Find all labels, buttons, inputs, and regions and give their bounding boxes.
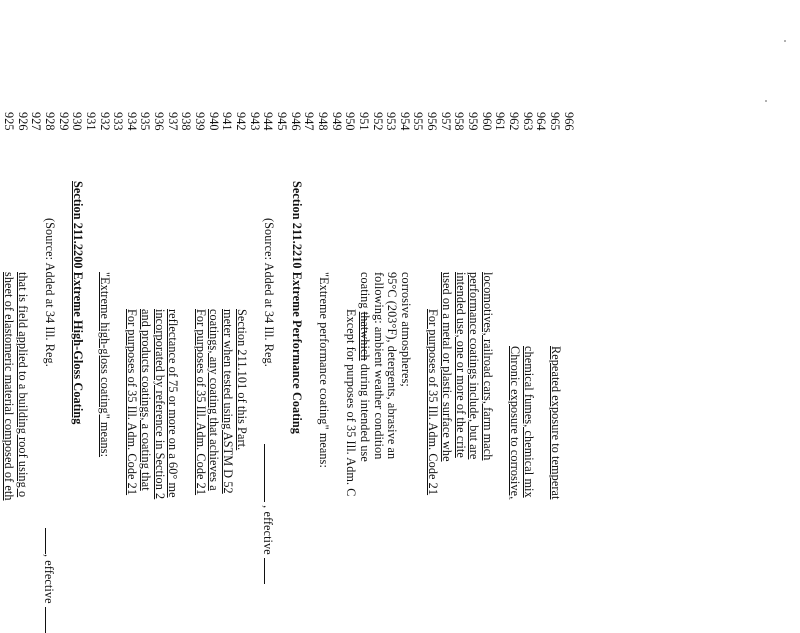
effective-blank bbox=[264, 558, 275, 584]
line-number-text: 955 bbox=[411, 112, 426, 131]
line-number-text: 944 bbox=[261, 112, 276, 131]
line-number-text: 961 bbox=[493, 112, 508, 131]
line-number-text: 936 bbox=[152, 112, 167, 131]
scan-speck bbox=[765, 100, 767, 102]
line-number-text: 950 bbox=[343, 112, 358, 131]
line-number-text: 957 bbox=[438, 112, 453, 131]
line-number-text: 943 bbox=[247, 112, 262, 131]
line-number-text: 934 bbox=[124, 112, 139, 131]
line-number-text: 932 bbox=[97, 112, 112, 131]
line-number-text: 926 bbox=[15, 112, 30, 131]
definition-text: following: ambient weather condition bbox=[372, 272, 386, 460]
definition-text: Except for purposes of 35 Ill. Adm. C bbox=[344, 309, 358, 497]
scan-speck bbox=[784, 40, 786, 42]
line-number-text: 951 bbox=[356, 112, 371, 131]
line-number-text: 937 bbox=[165, 112, 180, 131]
text-run: during intended use bbox=[358, 360, 372, 462]
line-number-text: 929 bbox=[56, 112, 71, 131]
line-number-text: 965 bbox=[548, 112, 562, 131]
line-number-text: 925 bbox=[2, 112, 16, 131]
definition-text: performance coatings include, but are bbox=[467, 272, 481, 460]
inserted-text: that is field applied to a building roof using o bbox=[16, 272, 30, 498]
line-number-text: 938 bbox=[179, 112, 194, 131]
line-number-text: 958 bbox=[452, 112, 467, 131]
definition-text: Section 211.101 of this Part. bbox=[235, 309, 249, 451]
definition-text: For purposes of 35 Ill. Adm. Code 21 bbox=[125, 309, 139, 496]
line-number-text: 931 bbox=[83, 112, 98, 131]
line-number-text: 952 bbox=[370, 112, 385, 131]
line-number-text: 935 bbox=[138, 112, 153, 131]
definition-text: For purposes of 35 Ill. Adm. Code 21 bbox=[426, 309, 440, 496]
line-number-text: 949 bbox=[329, 112, 344, 131]
line-number-text: 941 bbox=[220, 112, 235, 131]
inserted-text: sheet of elastomeric material composed of eth bbox=[2, 272, 16, 501]
text-run: coating bbox=[358, 272, 372, 312]
definition-text: For purposes of 35 Ill. Adm. Code 21 bbox=[194, 309, 208, 496]
definition-lead: "Extreme performance coating" means: bbox=[317, 272, 331, 468]
effective-blank bbox=[264, 444, 275, 502]
definition-text: used on a metal or plastic surface whe bbox=[440, 272, 454, 462]
effective-blank bbox=[45, 528, 56, 554]
definition-text: 95°C (203°F), detergents, abrasive an bbox=[385, 272, 399, 460]
source-note: (Source: Added at 34 Ill. Reg. bbox=[43, 218, 57, 367]
line-number-text: 939 bbox=[193, 112, 208, 131]
line-number-text: 963 bbox=[520, 112, 535, 131]
line-number-text: 966 bbox=[561, 112, 576, 131]
definition-text: and products coatings, a coating that bbox=[139, 309, 153, 491]
line-number-text: 930 bbox=[70, 112, 85, 131]
definition-text: coatings, any coating that achieves a bbox=[207, 309, 221, 491]
definition-text: meter when tested using ASTM D 52 bbox=[221, 309, 235, 494]
line-number-text: 964 bbox=[534, 112, 549, 131]
effective-blank bbox=[45, 607, 56, 633]
definition-text: intended use, one or more of the crite bbox=[454, 272, 468, 458]
effective-label bbox=[43, 528, 56, 633]
effective-text: , effective bbox=[42, 554, 56, 604]
line-number-text: 946 bbox=[288, 112, 303, 131]
definition-text: reflectance of 75 or more on a 60° me bbox=[166, 309, 180, 498]
definition-text: locomotives, railroad cars, farm mach bbox=[481, 272, 495, 461]
line-number-text: 948 bbox=[315, 112, 330, 131]
section-heading: Section 211.2210 Extreme Performance Coating bbox=[290, 181, 304, 434]
line-number-text: 953 bbox=[384, 112, 399, 131]
line-number-text: 942 bbox=[234, 112, 249, 131]
line-number-text: 927 bbox=[29, 112, 44, 131]
definition-text: incorporated by reference in Section 2 bbox=[153, 309, 167, 500]
definition-text: chemical fumes, chemical mix bbox=[522, 346, 536, 498]
line-number-text: 940 bbox=[206, 112, 221, 131]
definition-text: Repeated exposure to temperat bbox=[549, 346, 563, 500]
line-number-text: 959 bbox=[466, 112, 481, 131]
effective-text: , effective bbox=[261, 505, 275, 555]
definition-text: corrosive atmospheres; bbox=[399, 272, 413, 387]
line-number-text: 962 bbox=[507, 112, 522, 131]
line-number-text: 933 bbox=[111, 112, 126, 131]
source-note: (Source: Added at 34 Ill. Reg. bbox=[262, 218, 276, 367]
definition-text bbox=[359, 272, 371, 462]
definition-lead: "Extreme high-gloss coating" means: bbox=[98, 272, 112, 458]
line-number-text: 956 bbox=[425, 112, 440, 131]
effective-label bbox=[262, 444, 275, 584]
definition-text: Chronic exposure to corrosive, bbox=[508, 346, 522, 500]
line-number-text: 960 bbox=[479, 112, 494, 131]
section-heading: Section 211.2200 Extreme High-Gloss Coating bbox=[71, 181, 85, 425]
line-number-text: 954 bbox=[397, 112, 412, 131]
text-run: thatwhich bbox=[358, 311, 372, 361]
line-number-text: 945 bbox=[275, 112, 289, 131]
line-number-text: 928 bbox=[42, 112, 57, 131]
line-number-text: 947 bbox=[302, 112, 317, 131]
